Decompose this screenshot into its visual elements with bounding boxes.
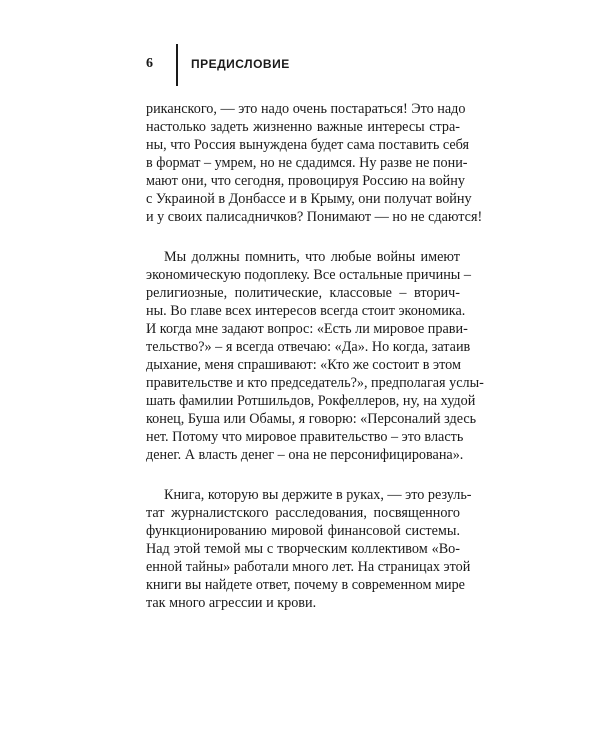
text-line: нет. Потому что мировое правительство – это власть (146, 429, 464, 445)
paragraph-3 (146, 486, 472, 612)
body-text (146, 100, 484, 634)
running-head: ПРЕДИСЛОВИЕ (191, 57, 290, 71)
text-line: функционированию мировой финансовой системы. (146, 523, 460, 539)
text-line: в формат – умрем, но не сдадимся. Ну разве не пони- (146, 155, 468, 171)
text-line: экономическую подоплеку. Все остальные причины – (146, 267, 471, 283)
text-line: ны. Во главе всех интересов всегда стоит экономика. (146, 303, 466, 319)
paragraph-2 (146, 248, 484, 464)
text-line: книги вы найдете ответ, почему в современном мире (146, 577, 465, 593)
text-line: енной тайны» работали много лет. На страницах этой (146, 559, 471, 575)
text-line: дыхание, меня спрашивают: «Кто же состоит в этом (146, 357, 461, 373)
text-line: так много агрессии и крови. (146, 595, 317, 611)
text-line: конец, Буша или Обамы, я говорю: «Персоналий здесь (146, 411, 477, 427)
text-line: и у своих палисадничков? Понимают — но не сдаются! (146, 209, 483, 225)
text-line: Книга, которую вы держите в руках, — это резуль- (164, 487, 472, 503)
text-line: шать фамилии Ротшильдов, Рокфеллеров, ну, на худой (146, 393, 476, 409)
text-line: настолько задеть жизненно важные интересы стра- (146, 119, 460, 135)
text-line: Над этой темой мы с творческим коллективом «Во- (146, 541, 460, 557)
text-line: Мы должны помнить, что любые войны имеют (164, 249, 460, 265)
header-divider (176, 44, 178, 86)
text-line: тат журналистского расследования, посвященного (146, 505, 460, 521)
text-line: риканского, — это надо очень постараться! Это надо (146, 101, 466, 117)
text-line: мают они, что сегодня, провоцируя Россию на войну (146, 173, 465, 189)
paragraph-1 (146, 100, 483, 226)
text-line: правительстве и кто председатель?», предполагая услы- (146, 375, 484, 391)
text-line: с Украиной в Донбассе и в Крыму, они получат войну (146, 191, 472, 207)
text-line: религиозные, политические, классовые – вторич- (146, 285, 460, 301)
text-line: ны, что Россия вынуждена будет сама поставить себя (146, 137, 470, 153)
page-number: 6 (146, 56, 153, 71)
text-line: денег. А власть денег – она не персонифицирована». (146, 447, 464, 463)
text-line: тельство?» – я всегда отвечаю: «Да». Но когда, затаив (146, 339, 471, 355)
text-line: И когда мне задают вопрос: «Есть ли мировое прави- (146, 321, 468, 337)
